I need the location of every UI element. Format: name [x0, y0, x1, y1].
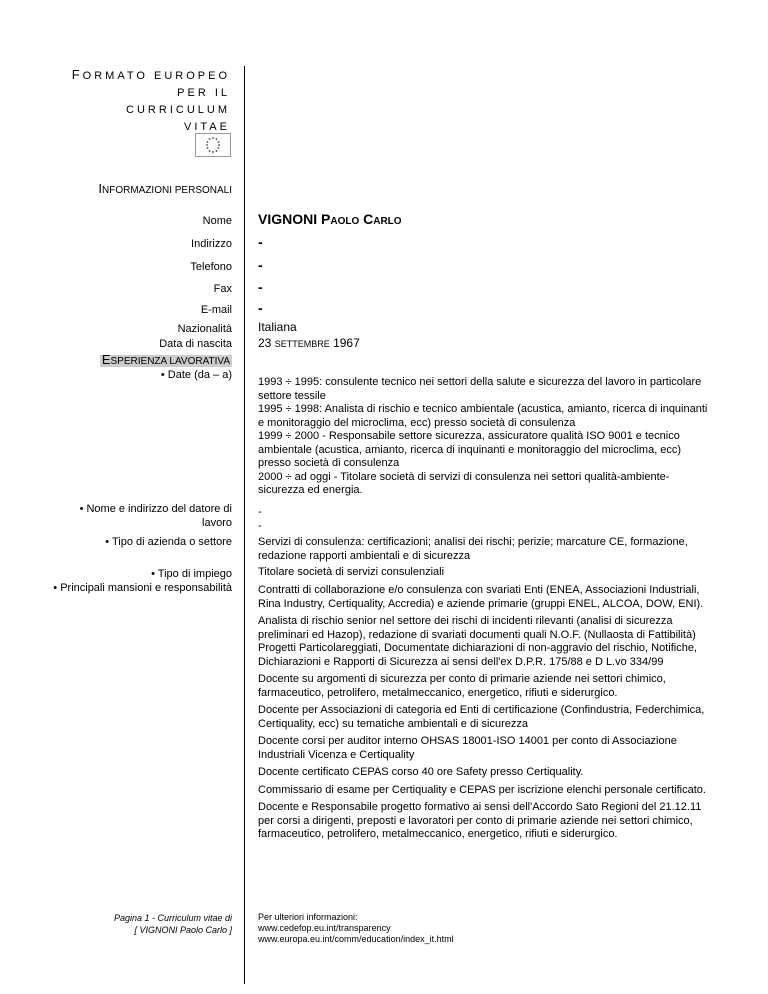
dates-line: 2000 ÷ ad oggi - Titolare società di servizi di consulenza nei settori qualità-ambiente-sicurezza ed energia.	[258, 470, 670, 496]
eu-flag-icon	[195, 133, 231, 157]
dates-label: • Date (da – a)	[160, 369, 232, 381]
address-label: Indirizzo	[191, 238, 232, 250]
phone-value: -	[258, 257, 263, 273]
link-cedefop: www.cedefop.eu.int/transparency	[258, 923, 391, 933]
duty-item: Docente per Associazioni di categoria ed Enti di certificazione (Confindustria, Federchimica, Certiquality, ecc) su tematiche ambientali e di sicurezza	[258, 704, 705, 730]
link-europa: www.europa.eu.int/comm/education/index_it.html	[258, 934, 454, 944]
header-line3: VITAE	[184, 121, 230, 133]
birthdate-label: Data di nascita	[159, 338, 232, 350]
section-personal-info: INFORMAZIONI PERSONALI	[98, 181, 232, 196]
dates-value	[258, 376, 708, 498]
dates-line: 1999 ÷ 2000 - Responsabile settore sicurezza, assicuratore qualità ISO 9001 e tecnico ambientale (acustica, amianto, ricerca di inquinanti e monitoraggio del microclima, ecc) presso società di consulenza	[258, 430, 682, 469]
address-value: -	[258, 234, 263, 250]
email-label: E-mail	[200, 304, 232, 316]
document-header	[70, 66, 230, 136]
header-line1: ORMATO EUROPEO	[82, 70, 230, 82]
header-initial: F	[71, 67, 83, 82]
dates-line: 1993 ÷ 1995: consulente tecnico nei settori della salute e sicurezza del lavoro in particolare settore tessile	[258, 376, 702, 402]
duties-label: • Principali mansioni e responsabilità	[53, 582, 232, 594]
duty-item: Docente su argomenti di sicurezza per conto di primarie aziende nei settori chimico, farmaceutico, petrolifero, metalmeccanico, energetico, rifiuti e siderurgico.	[258, 673, 666, 699]
nationality-value: Italiana	[258, 320, 297, 334]
duty-item: Contratti di collaborazione e/o consulenza con svariati Enti (ENEA, Associazioni Industriali, Rina Industry, Certiquality, Accredia) e aziende primarie (gruppi ENEL, ALCOA, DOW, ENI).	[258, 584, 704, 610]
section-work-experience: ESPERIENZA LAVORATIVA	[101, 352, 230, 367]
phone-label: Telefono	[190, 261, 232, 273]
birthdate-value: 23 SETTEMBRE 1967	[258, 336, 360, 350]
job-type-label: • Tipo di impiego	[151, 568, 232, 580]
duties-list	[258, 584, 708, 846]
name-value: VIGNONI Paolo Carlo	[258, 211, 402, 227]
duty-item: Docente corsi per auditor interno OHSAS 18001-ISO 14001 per conto di Associazione Industriali Vicenza e Certiquality	[258, 735, 677, 761]
info-footer: Per ulteriori informazioni: www.cedefop.eu.int/transparency www.europa.eu.int/comm/education/index_it.html	[258, 912, 454, 944]
header-line2: PER IL CURRICULUM	[126, 87, 230, 116]
fax-label: Fax	[213, 283, 232, 295]
duty-item: Docente certificato CEPAS corso 40 ore Safety presso Certiquality.	[258, 766, 584, 778]
fax-value: -	[258, 279, 263, 295]
column-divider	[244, 66, 245, 984]
dates-line: 1995 ÷ 1998: Analista di rischio e tecnico ambientale (acustica, amianto, ricerca di inquinanti e monitoraggio del microclima, ecc) presso società di consulenza	[258, 403, 708, 429]
duty-item: Docente e Responsabile progetto formativo ai sensi dell'Accordo Sato Regioni del 21.12.11 per corsi a dirigenti, preposti e lavoratori per conto di primarie aziende nei settori chimico, farmaceutico, petrolifero, metalmeccanico, energetico, rifiuti e siderurgico.	[258, 801, 702, 840]
job-type-value: Titolare società di servizi consulenziali	[258, 566, 445, 578]
name-label: Nome	[202, 215, 232, 227]
sector-value: Servizi di consulenza: certificazioni; analisi dei rischi; perizie; marcature CE, formazione, redazione rapporti ambientali e di sicurezza	[258, 536, 688, 562]
page-footer: Pagina 1 - Curriculum vitae di [ VIGNONI Paolo Carlo ]	[113, 913, 232, 935]
nationality-label: Nazionalità	[177, 323, 232, 335]
email-value: -	[258, 300, 263, 316]
duty-item: Analista di rischio senior nel settore dei rischi di incidenti rilevanti (analisi di sicurezza preliminari ed Hazop), redazione di svariati documenti quali N.O.F. (Nullaosta di Fattibilità) Progetti Particolareggiati, Documentate dichiarazioni di non-aggravio del rischio, Notifiche, Dichiarazioni e Rapporti di Sicurezza ai sensi dell'ex D.P.R. 175/88 e D L.vo 334/99	[258, 615, 698, 668]
employer-value: - -	[258, 506, 262, 532]
employer-label: • Nome e indirizzo del datore di lavoro	[79, 503, 232, 529]
sector-label: • Tipo di azienda o settore	[105, 536, 232, 548]
duty-item: Commissario di esame per Certiquality e CEPAS per iscrizione elenchi personale certificato.	[258, 783, 706, 796]
